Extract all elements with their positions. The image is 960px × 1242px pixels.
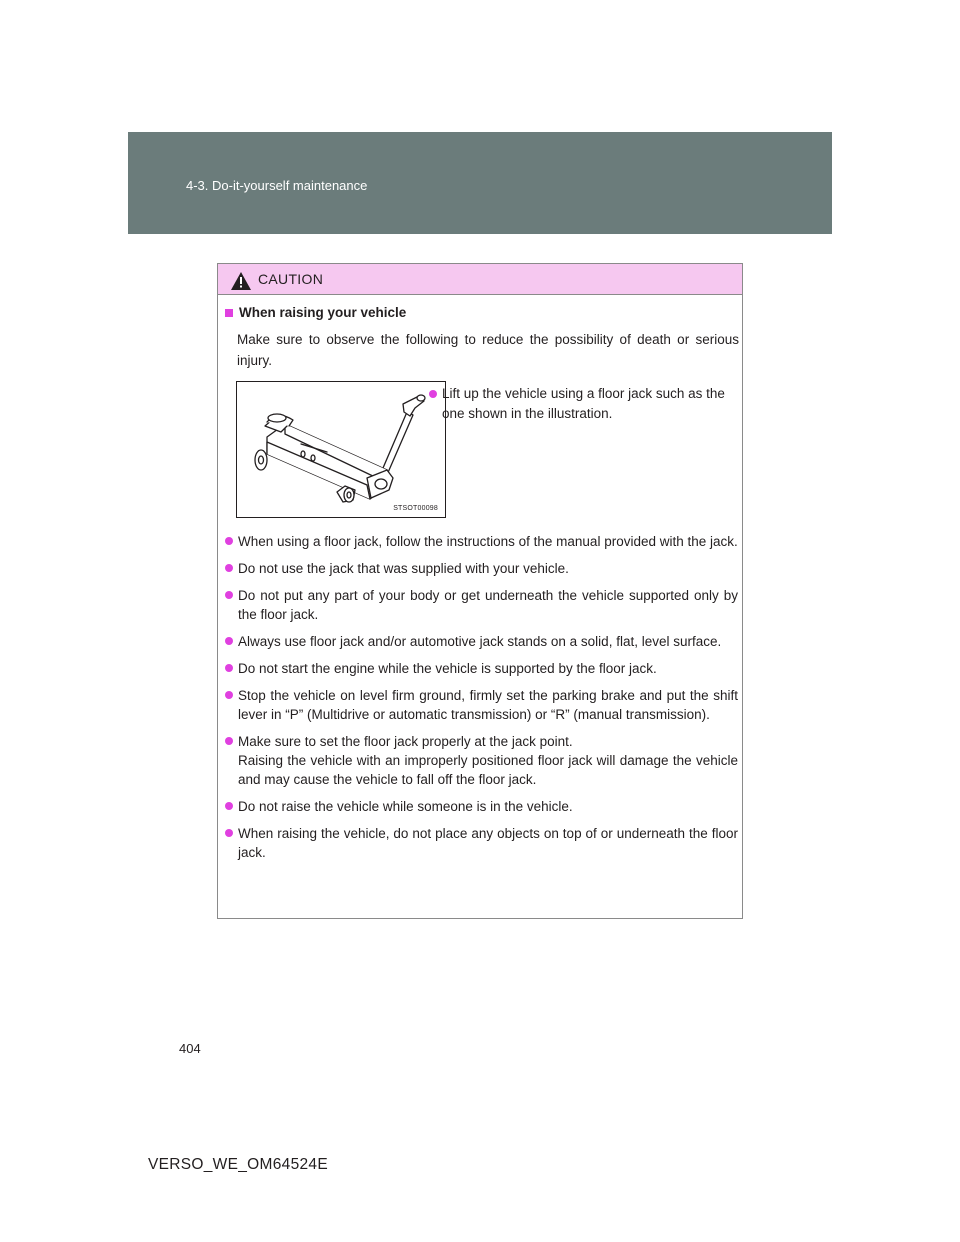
list-item xyxy=(225,659,738,678)
list-item-text: Do not start the engine while the vehicle is supported by the floor jack. xyxy=(238,661,657,676)
bullet-dot-icon xyxy=(225,802,233,810)
list-item-text: Do not use the jack that was supplied with your vehicle. xyxy=(238,561,569,576)
list-item-text: Do not put any part of your body or get underneath the vehicle supported only by the floor jack. xyxy=(238,588,738,622)
page-number: 404 xyxy=(179,1041,201,1056)
caution-heading-text: When raising your vehicle xyxy=(239,305,407,320)
figure-caption-bullet xyxy=(442,384,735,424)
bullet-dot-icon xyxy=(225,829,233,837)
list-item xyxy=(225,559,738,578)
section-title: 4-3. Do-it-yourself maintenance xyxy=(186,178,368,193)
floor-jack-illustration-icon xyxy=(237,382,445,517)
list-item xyxy=(225,586,738,624)
bullet-dot-icon xyxy=(225,664,233,672)
figure-caption-text: Lift up the vehicle using a floor jack such as the one shown in the illustration. xyxy=(442,386,725,421)
caution-bullet-list xyxy=(225,532,738,870)
list-item xyxy=(225,632,738,651)
warning-triangle-icon xyxy=(231,272,251,290)
caution-title: CAUTION xyxy=(258,271,324,287)
list-item xyxy=(225,732,738,789)
caution-box xyxy=(217,263,743,919)
bullet-dot-icon xyxy=(225,737,233,745)
list-item-text: Do not raise the vehicle while someone is in the vehicle. xyxy=(238,799,573,814)
bullet-dot-icon xyxy=(429,390,437,398)
caution-heading xyxy=(225,305,406,320)
list-item xyxy=(225,824,738,862)
list-item-subtext: Raising the vehicle with an improperly positioned floor jack will damage the vehicle and may cause the vehicle to fall off the floor jack. xyxy=(238,753,738,787)
list-item xyxy=(225,797,738,816)
list-item-text: Always use floor jack and/or automotive jack stands on a solid, flat, level surface. xyxy=(238,634,722,649)
list-item-text: Stop the vehicle on level firm ground, firmly set the parking brake and put the shift lever in “P” (Multidrive or automatic transmission) or “R” (manual transmission). xyxy=(238,688,738,722)
square-bullet-icon xyxy=(225,309,233,317)
list-item-text: When raising the vehicle, do not place any objects on top of or underneath the floor jack. xyxy=(238,826,738,860)
floor-jack-figure xyxy=(236,381,446,518)
caution-intro: Make sure to observe the following to reduce the possibility of death or serious injury. xyxy=(237,332,739,368)
document-code: VERSO_WE_OM64524E xyxy=(148,1156,328,1173)
bullet-dot-icon xyxy=(225,537,233,545)
list-item xyxy=(225,532,738,551)
bullet-dot-icon xyxy=(225,591,233,599)
bullet-dot-icon xyxy=(225,564,233,572)
caution-header xyxy=(218,264,742,295)
figure-code: STSOT00098 xyxy=(393,505,438,512)
bullet-dot-icon xyxy=(225,637,233,645)
list-item-text: Make sure to set the floor jack properly at the jack point. xyxy=(238,734,573,749)
list-item xyxy=(225,686,738,724)
list-item-text: When using a floor jack, follow the instructions of the manual provided with the jack. xyxy=(238,534,738,549)
section-header xyxy=(128,132,832,234)
bullet-dot-icon xyxy=(225,691,233,699)
